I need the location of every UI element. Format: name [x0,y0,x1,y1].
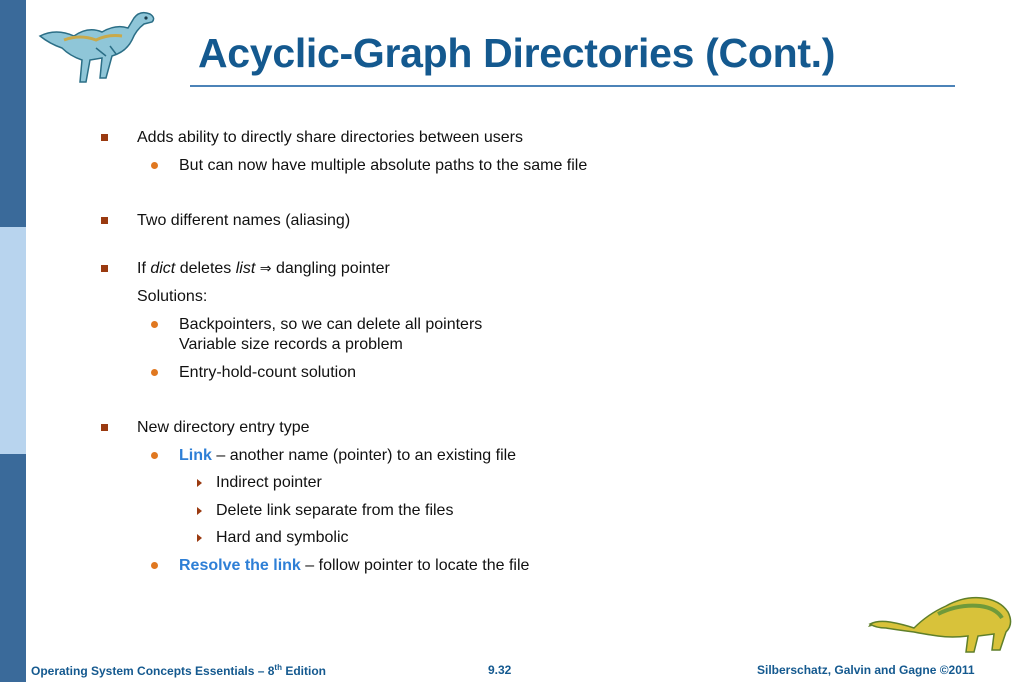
term-resolve-link: Resolve the link [179,557,301,574]
left-sidebar [0,0,26,682]
bullet-text [137,259,390,279]
text-dict: dict [150,260,176,277]
sub-bullet-text [179,556,529,576]
footer-book-sup: th [274,663,282,672]
round-bullet-icon [151,369,158,376]
triangle-bullet-icon [197,507,202,515]
sub-bullet-text-continued: Variable size records a problem [179,336,403,353]
square-bullet-icon [101,265,108,272]
square-bullet-icon [101,134,108,141]
sub-bullet-text: Backpointers, so we can delete all pointers [179,316,483,333]
footer-book-text: Operating System Concepts Essentials – 8 [31,664,275,678]
footer-copyright: Silberschatz, Galvin and Gagne ©2011 [757,663,975,677]
term-link-description: – another name (pointer) to an existing file [216,447,517,464]
dinosaur-logo-icon [36,6,158,86]
term-resolve-description: – follow pointer to locate the file [305,557,530,574]
sub-bullet-text: But can now have multiple absolute paths to the same file [179,157,588,174]
dinosaur-decoration-icon [868,584,1016,656]
footer-book-tail: Edition [281,664,326,678]
round-bullet-icon [151,452,158,459]
page-title: Acyclic-Graph Directories (Cont.) [198,30,836,76]
text-deletes: deletes [179,260,232,277]
implies-arrow-icon: ⇒ [259,261,272,277]
sub-bullet-text: Entry-hold-count solution [179,364,356,381]
sub-sub-bullet-text: Delete link separate from the files [216,502,454,519]
solutions-label: Solutions: [137,288,208,305]
page-number: 9.32 [488,663,512,677]
text-if: If [137,260,146,277]
sub-sub-bullet-text: Hard and symbolic [216,529,349,546]
round-bullet-icon [151,562,158,569]
text-list: list [235,260,256,277]
sidebar-segment-middle [0,227,26,454]
footer-book-title [31,663,326,678]
bullet-text: Adds ability to directly share directories between users [137,129,523,146]
square-bullet-icon [101,424,108,431]
sub-bullet-text [179,446,516,466]
text-dangling: dangling pointer [275,260,390,277]
triangle-bullet-icon [197,479,202,487]
sidebar-segment-top [0,0,26,227]
round-bullet-icon [151,321,158,328]
square-bullet-icon [101,217,108,224]
sidebar-segment-bottom [0,454,26,682]
sub-sub-bullet-text: Indirect pointer [216,474,322,491]
round-bullet-icon [151,162,158,169]
term-link: Link [179,447,212,464]
bullet-text: New directory entry type [137,419,310,436]
bullet-text: Two different names (aliasing) [137,212,351,229]
title-divider [190,85,955,87]
triangle-bullet-icon [197,534,202,542]
